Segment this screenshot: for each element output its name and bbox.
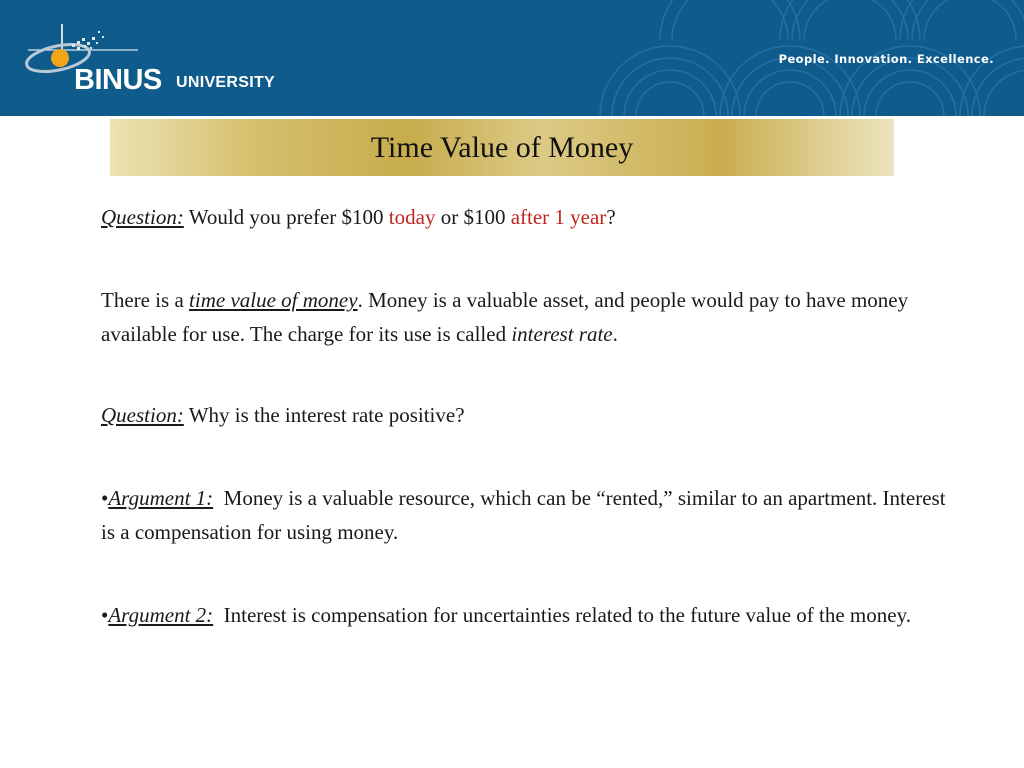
question-1-end: ? xyxy=(606,205,616,229)
header-band xyxy=(0,0,1024,116)
binus-logo xyxy=(18,18,308,103)
after-1-year-highlight: after 1 year xyxy=(510,205,607,229)
interest-rate-term: interest rate xyxy=(511,322,613,346)
tagline: People. Innovation. Excellence. xyxy=(778,52,994,66)
question-1-text: Would you prefer $100 xyxy=(183,205,389,229)
bullet: • xyxy=(101,486,109,510)
argument-2-label: Argument 2: xyxy=(108,603,214,627)
time-value-paragraph xyxy=(101,283,961,351)
question-1-paragraph xyxy=(101,200,616,234)
bullet: • xyxy=(101,603,109,627)
argument-1-label: Argument 1: xyxy=(108,486,214,510)
argument-1-text: Money is a valuable resource, which can be “rented,” similar to an apartment. Interest is a compensation for using money. xyxy=(101,486,951,544)
question-2-text: Why is the interest rate positive? xyxy=(183,403,465,427)
question-1-text-middle: or $100 xyxy=(435,205,511,229)
slide-title: Time Value of Money xyxy=(370,130,634,164)
argument-2-paragraph xyxy=(101,598,961,632)
question-2-paragraph xyxy=(101,398,465,432)
tvm-term: time value of money xyxy=(189,288,358,312)
question-1-label: Question: xyxy=(101,205,184,229)
question-2-label: Question: xyxy=(101,403,184,427)
title-banner xyxy=(110,119,894,176)
argument-1-paragraph xyxy=(101,481,961,549)
logo-wordmark: BINUS xyxy=(74,64,162,96)
tvm-text-middle: . Money is a valuable asset, and people would pay to have money available for use. The charge for its use is called xyxy=(101,288,909,346)
tvm-text-start: There is a xyxy=(101,288,190,312)
argument-2-text: Interest is compensation for uncertainties related to the future value of the money. xyxy=(213,603,911,627)
today-highlight: today xyxy=(388,205,436,229)
logo-university-text: UNIVERSITY xyxy=(176,74,276,91)
tvm-end: . xyxy=(612,322,618,346)
